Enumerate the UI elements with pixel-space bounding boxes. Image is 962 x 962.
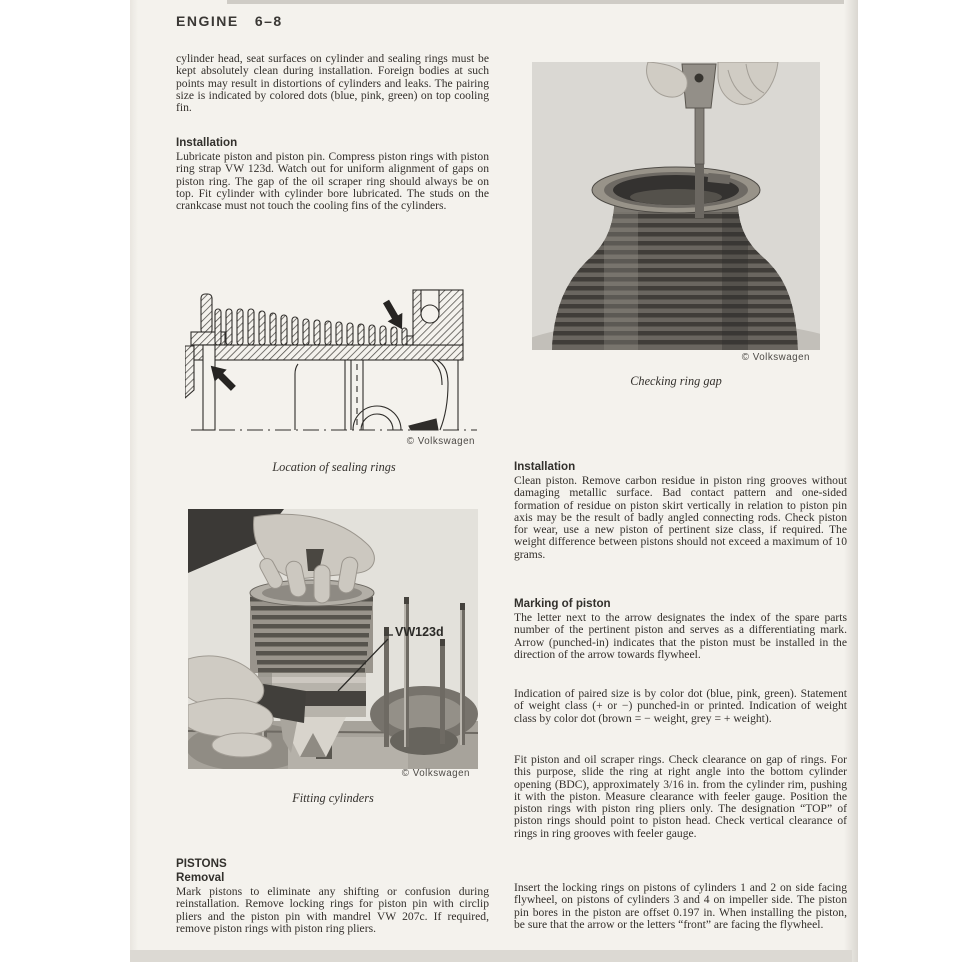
- fitting-cylinders-caption: Fitting cylinders: [292, 791, 374, 805]
- sealing-rings-caption: Location of sealing rings: [272, 460, 396, 474]
- fitting-cylinders-photo: [188, 509, 478, 769]
- removal-heading: Removal: [176, 871, 225, 884]
- scan-edge-left: [130, 0, 138, 962]
- locking-rings-paragraph: Insert the locking rings on pistons of cylinders 1 and 2 on side facing flywheel, on pistons of cylinders 3 and 4 on impeller side. The piston pin bores in the piston are offset 0.197 in. When installing the piston, be sure that the arrow or the letters “front” are facing the flywheel.: [514, 881, 847, 931]
- marking-of-piston-heading: Marking of piston: [514, 597, 611, 610]
- scan-edge-bottom: [130, 950, 852, 962]
- right-installation-paragraph: Clean piston. Remove carbon residue in piston ring grooves without damaging metallic surface. Bad contact pattern and one-sided formation of residue on piston skirt vertically in relation to piston pin axis may be the result of badly angled connecting rods. Check piston for wear, use a new piston of pertinent size class, if required. The weight difference between pistons should not exceed a maximum of 10 grams.: [514, 474, 847, 561]
- scan-edge-top: [227, 0, 857, 4]
- pistons-heading: PISTONS: [176, 857, 227, 870]
- paired-size-paragraph: Indication of paired size is by color dot (blue, pink, green). Statement of weight class (+ or −) punched-in or printed. Indication of weight class by color dot (brown = − weight, grey = + weight).: [514, 687, 847, 725]
- checking-ring-gap-credit: © Volkswagen: [741, 352, 810, 363]
- checking-ring-gap-photo: [532, 62, 820, 350]
- tool-label-vw123d: VW123d: [395, 625, 444, 639]
- fit-rings-paragraph: Fit piston and oil scraper rings. Check clearance on gap of rings. For this purpose, slide the ring at right angle into the bottom cylinder opening (BDC), approximately 3/16 in. from the cylinder rim, pushing it with the piston. Measure clearance with feeler gauge. Position the piston rings with piston ring pliers only. The designation “TOP” of piston rings should point to piston head. Check vertical clearance of rings in ring grooves with feeler gauge.: [514, 753, 847, 840]
- marking-of-piston-paragraph: The letter next to the arrow designates the index of the spare parts number of the pertinent piston and serves as a differentiating mark. Arrow (punched-in) indicates that the piston must be installed in the direction of the arrow towards flywheel.: [514, 611, 847, 661]
- sealing-rings-credit: © Volkswagen: [406, 436, 475, 447]
- checking-ring-gap-caption: Checking ring gap: [630, 374, 722, 388]
- left-installation-heading: Installation: [176, 136, 238, 149]
- right-installation-heading: Installation: [514, 460, 576, 473]
- left-intro-paragraph: cylinder head, seat surfaces on cylinder and sealing rings must be kept absolutely clean during installation. Foreign bodies at such points may result in distortions of cylinders and leaks. The pairing size is indicated by colored dots (blue, pink, green) on top cooling fin.: [176, 52, 489, 115]
- removal-paragraph: Mark pistons to eliminate any shifting or confusion during reinstallation. Remove locking rings for piston pin with circlip pliers and the piston pin with mandrel VW 207c. If required, remove piston rings with piston ring pliers.: [176, 885, 489, 935]
- fitting-cylinders-credit: © Volkswagen: [401, 768, 470, 779]
- left-installation-paragraph: Lubricate piston and piston pin. Compress piston rings with piston ring strap VW 123d. Watch out for uniform alignment of gaps on piston ring. The gap of the oil scraper ring should always be on top. Fit cylinder with cylinder bore lubricated. The studs on the crankcase must not touch the cooling fins of the cylinders.: [176, 150, 489, 213]
- page-header: ENGINE 6–8: [176, 13, 283, 29]
- sealing-rings-diagram: [185, 288, 483, 438]
